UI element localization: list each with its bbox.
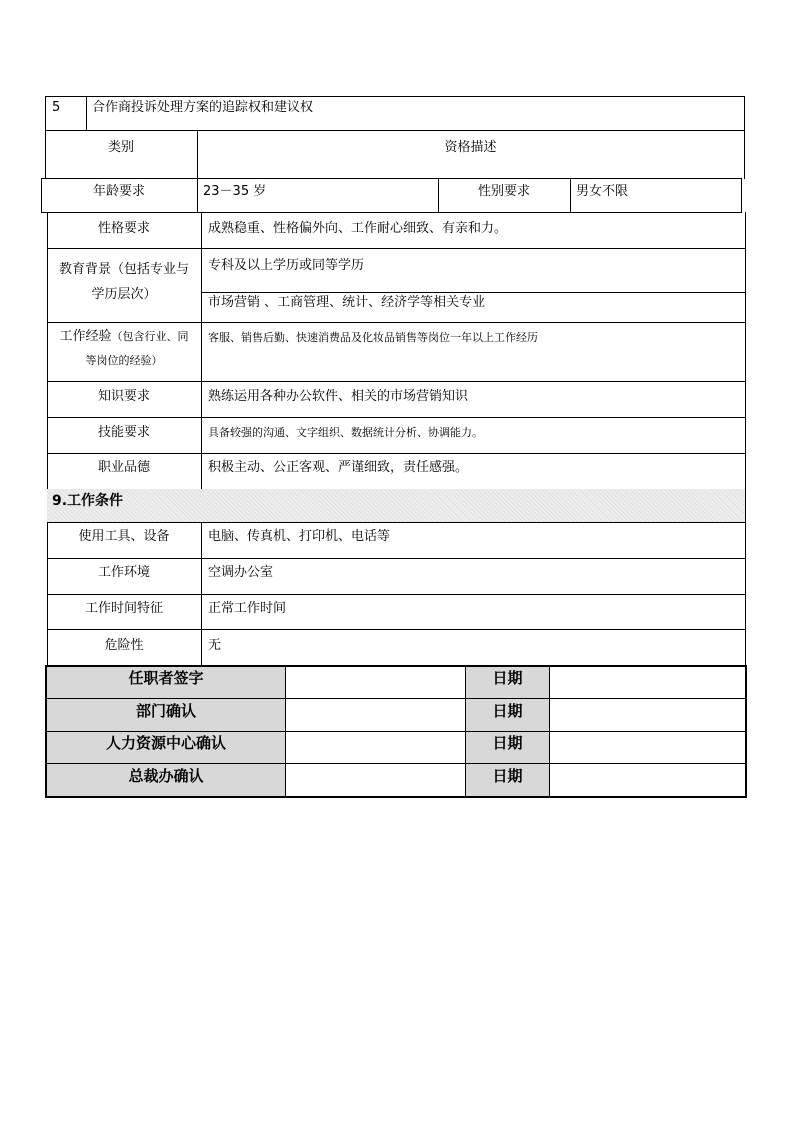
date-field-0[interactable] <box>550 667 745 697</box>
condition-label-2: 工作时间特征 <box>84 601 163 616</box>
date-label-3: 日期 <box>492 766 523 785</box>
date-field-3[interactable] <box>550 765 745 795</box>
signature-label-3: 总裁办确认 <box>128 766 204 785</box>
date-label-2: 日期 <box>492 733 523 752</box>
signature-field-3[interactable] <box>286 765 465 795</box>
education-label-line2: 学历层次） <box>91 287 157 302</box>
section-title: 9.工作条件 <box>52 493 124 509</box>
condition-label-0: 使用工具、设备 <box>78 529 170 544</box>
date-label-1: 日期 <box>492 701 523 720</box>
date-label-0: 日期 <box>492 668 523 687</box>
experience-label-small: （包含行业、同 <box>111 330 189 343</box>
skills-label: 技能要求 <box>97 425 150 440</box>
education-value-2: 市场营销 、工商管理、统计、经济学等相关专业 <box>208 295 486 310</box>
signature-field-0[interactable] <box>286 667 465 697</box>
ethics-label: 职业品德 <box>97 460 150 475</box>
experience-label-line1 <box>47 327 201 347</box>
header-description: 资格描述 <box>444 140 497 155</box>
header-category: 类别 <box>107 140 134 155</box>
experience-label-line2: 等岗位的经验） <box>85 354 163 367</box>
condition-value-1: 空调办公室 <box>208 565 274 580</box>
condition-value-3: 无 <box>208 638 222 653</box>
age-value: 23－35 岁 <box>203 184 267 199</box>
knowledge-value: 熟练运用各种办公软件、相关的市场营销知识 <box>208 389 469 404</box>
knowledge-label: 知识要求 <box>97 389 150 404</box>
age-label: 年龄要求 <box>92 184 145 199</box>
education-value-1: 专科及以上学历或同等学历 <box>208 258 365 273</box>
authority-index: 5 <box>52 100 61 115</box>
signature-label-1: 部门确认 <box>135 701 196 720</box>
date-field-2[interactable] <box>550 732 745 762</box>
personality-label: 性格要求 <box>97 221 150 236</box>
condition-label-1: 工作环境 <box>97 565 150 580</box>
date-field-1[interactable] <box>550 700 745 730</box>
signature-label-2: 人力资源中心确认 <box>105 733 226 752</box>
condition-value-0: 电脑、传真机、打印机、电话等 <box>208 529 391 544</box>
skills-value: 具备较强的沟通、文字组织、数据统计分析、协调能力。 <box>208 426 483 439</box>
signature-field-2[interactable] <box>286 732 465 762</box>
signature-field-1[interactable] <box>286 700 465 730</box>
section-background <box>47 489 745 522</box>
gender-label: 性别要求 <box>477 184 530 199</box>
education-label-line1: 教育背景（包括专业与 <box>58 262 189 277</box>
experience-value: 客服、销售后勤、快速消费品及化妆品销售等岗位一年以上工作经历 <box>208 331 538 344</box>
ethics-value: 积极主动、公正客观、严谨细致，责任感强。 <box>208 460 469 475</box>
signature-label-0: 任职者签字 <box>128 668 204 687</box>
personality-value: 成熟稳重、性格偏外向、工作耐心细致、有亲和力。 <box>208 221 508 236</box>
experience-label-main: 工作经验 <box>59 329 112 344</box>
condition-value-2: 正常工作时间 <box>208 601 287 616</box>
condition-label-3: 危险性 <box>104 638 144 653</box>
authority-text: 合作商投诉处理方案的追踪权和建议权 <box>92 100 314 115</box>
gender-value: 男女不限 <box>576 184 629 199</box>
